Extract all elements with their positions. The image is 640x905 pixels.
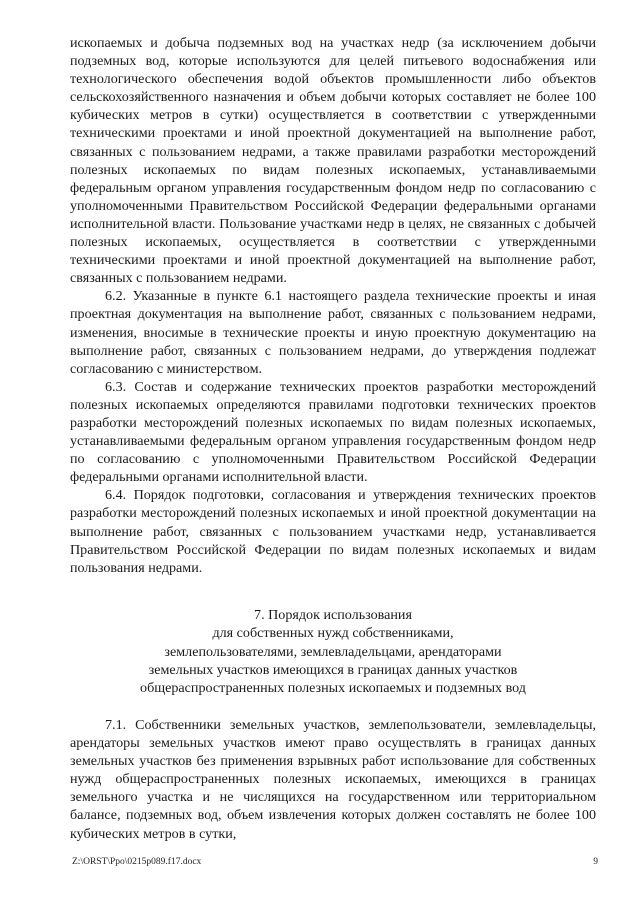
heading-line: землепользователями, землевладельцами, арендаторами: [164, 643, 502, 660]
footer-file-path: Z:\ORST\Ppo\0215p089.f17.docx: [72, 857, 202, 867]
paragraph-6-3: 6.3. Состав и содержание технических проектов разработки месторождений полезных ископаемых определяются правилами подготовки технических проектов разработки месторождений полезных ископаемых по видам полезных ископаемых, устанавливаемыми федеральным органом управления государственным фондом недр по согласованию с уполномоченными Правительством Российской Федерации федеральными органами исполнительной власти.: [70, 378, 596, 486]
section-7-heading: [70, 606, 596, 697]
paragraph-6-4: 6.4. Порядок подготовки, согласования и утверждения технических проектов разработки месторождений полезных ископаемых и иной проектной документации на выполнение работ, связанных с пользованием участками недр, устанавливается Правительством Российской Федерации по видам полезных ископаемых и видам пользования недрами.: [70, 487, 596, 576]
paragraph-7-1: 7.1. Собственники земельных участков, землепользователи, землевладельцы, арендаторы земельных участков имеют право осуществлять в границах данных земельных участков без применения взрывных работ использование для собственных нужд общераспространенных полезных ископаемых, имеющихся в границах земельного участка и не числящихся на государственном или территориальном балансе, подземных вод, объем извлечения которых должен составлять не более 100 кубических метров в сутки,: [70, 717, 596, 842]
body-text-upper: [70, 34, 596, 577]
footer-page-number: 9: [593, 857, 598, 867]
heading-line: для собственных нужд собственниками,: [212, 625, 454, 642]
paragraph-6-1-continuation: ископаемых и добыча подземных вод на участках недр (за исключением добычи подземных вод, которые используются для целей питьевого водоснабжения или технологического обеспечения водой объектов промышленности либо объектов сельскохозяйственного назначения и объем добычи которых составляет не более 100 кубических метров в сутки) осуществляется в соответствии с утвержденными техническими проектами и иной проектной документацией на выполнение работ, связанных с пользованием недрами, а также правилами разработки месторождений полезных ископаемых по видам полезных ископаемых, устанавливаемыми федеральным органом управления государственным фондом недр по согласованию с уполномоченными Правительством Российской Федерации федеральными органами исполнительной власти. Пользование участками недр в целях, не связанных с добычей полезных ископаемых, осуществляется в соответствии с утвержденными техническими проектами и иной проектной документацией на выполнение работ, связанных с пользованием недрами.: [70, 35, 596, 287]
heading-line: 7. Порядок использования: [254, 607, 412, 623]
heading-line: земельных участков имеющихся в границах данных участков: [148, 661, 518, 678]
paragraph-6-2: 6.2. Указанные в пункте 6.1 настоящего раздела технические проекты и иная проектная документация на выполнение работ, связанных с пользованием недрами, изменения, вносимые в технические проекты и иную проектную документацию на выполнение работ, связанных с пользованием недрами, до утверждения подлежат согласованию с министерством.: [70, 288, 596, 377]
heading-line: общераспространенных полезных ископаемых и подземных вод: [140, 680, 526, 697]
body-text-lower: [70, 716, 596, 843]
